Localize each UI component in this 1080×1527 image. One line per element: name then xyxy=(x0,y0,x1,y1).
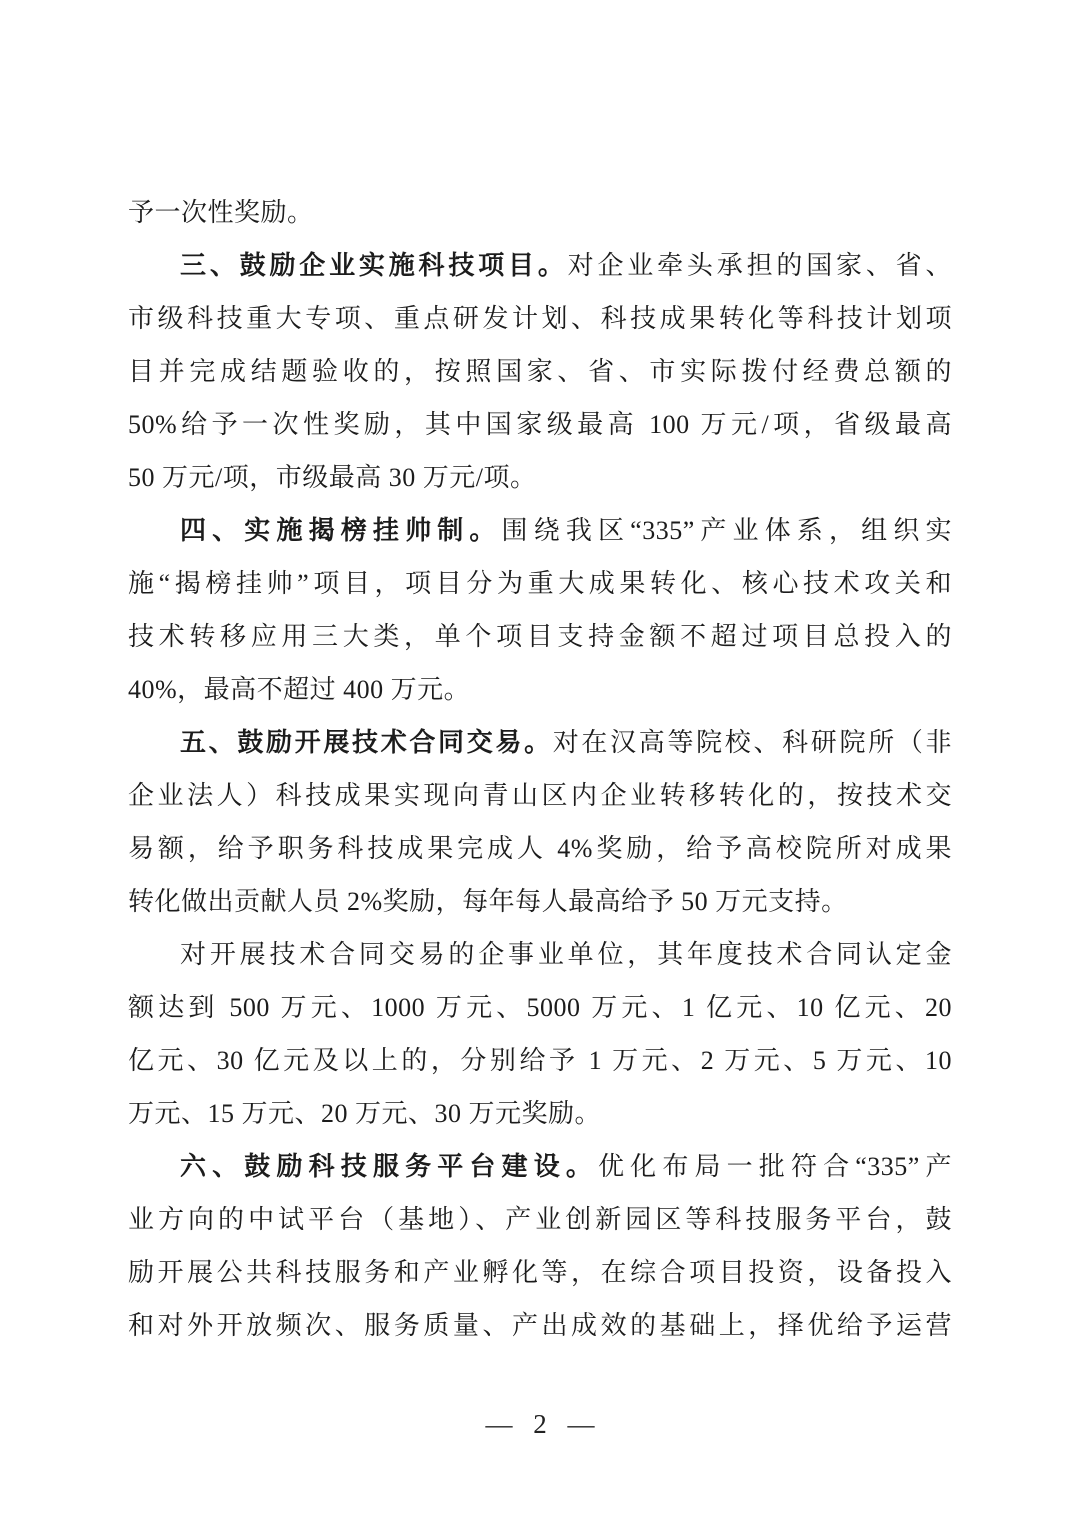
text-line xyxy=(128,1034,952,1087)
text-line xyxy=(128,398,952,451)
section-3-heading: 三、鼓励企业实施科技项目。 xyxy=(180,250,568,280)
line-text: 优化布局一批符合“335”产 xyxy=(598,1152,952,1181)
text-line xyxy=(128,928,952,981)
line-text: 和对外开放频次、服务质量、产出成效的基础上，择优给予运营 xyxy=(128,1311,952,1340)
text-line xyxy=(128,1140,952,1193)
line-text: 技术转移应用三大类，单个项目支持金额不超过项目总投入的 xyxy=(128,622,952,651)
document-body xyxy=(128,186,952,1352)
line-text: 予一次性奖励。 xyxy=(128,198,314,227)
section-5-heading: 五、鼓励开展技术合同交易。 xyxy=(180,727,553,757)
line-text: 业方向的中试平台（基地）、产业创新园区等科技服务平台，鼓 xyxy=(128,1205,952,1234)
text-line xyxy=(128,186,952,239)
line-text: 亿元、30 亿元及以上的，分别给予 1 万元、2 万元、5 万元、10 xyxy=(128,1046,952,1075)
text-line xyxy=(128,875,952,928)
text-line xyxy=(128,663,952,716)
line-text: 易额，给予职务科技成果完成人 4%奖励，给予高校院所对成果 xyxy=(128,834,952,863)
line-text: 额达到 500 万元、1000 万元、5000 万元、1 亿元、10 亿元、20 xyxy=(128,993,952,1022)
line-text: 40%，最高不超过 400 万元。 xyxy=(128,675,471,704)
text-line xyxy=(128,981,952,1034)
text-line xyxy=(128,1087,952,1140)
text-line xyxy=(128,557,952,610)
text-line xyxy=(128,345,952,398)
line-text: 企业法人）科技成果实现向青山区内企业转移转化的，按技术交 xyxy=(128,781,952,810)
line-text: 励开展公共科技服务和产业孵化等，在综合项目投资，设备投入 xyxy=(128,1258,952,1287)
line-text: 施“揭榜挂帅”项目，项目分为重大成果转化、核心技术攻关和 xyxy=(128,569,952,598)
text-line xyxy=(128,292,952,345)
text-line xyxy=(128,1299,952,1352)
section-6-heading: 六、鼓励科技服务平台建设。 xyxy=(180,1151,599,1181)
line-text: 市级科技重大专项、重点研发计划、科技成果转化等科技计划项 xyxy=(128,304,952,333)
text-line xyxy=(128,716,952,769)
text-line xyxy=(128,504,952,557)
text-line xyxy=(128,822,952,875)
text-line xyxy=(128,451,952,504)
line-text: 对在汉高等院校、科研院所（非 xyxy=(552,728,952,757)
line-text: 50 万元/项，市级最高 30 万元/项。 xyxy=(128,463,537,492)
text-line xyxy=(128,1193,952,1246)
line-text: 对企业牵头承担的国家、省、 xyxy=(567,251,952,280)
page-number: — 2 — xyxy=(485,1409,595,1439)
text-line xyxy=(128,239,952,292)
text-line xyxy=(128,610,952,663)
line-text: 万元、15 万元、20 万元、30 万元奖励。 xyxy=(128,1099,602,1128)
line-text: 转化做出贡献人员 2%奖励，每年每人最高给予 50 万元支持。 xyxy=(128,887,848,916)
line-text: 对开展技术合同交易的企事业单位，其年度技术合同认定金 xyxy=(180,940,952,969)
text-line xyxy=(128,769,952,822)
line-text: 目并完成结题验收的，按照国家、省、市实际拨付经费总额的 xyxy=(128,357,952,386)
line-text: 50%给予一次性奖励，其中国家级最高 100 万元/项，省级最高 xyxy=(128,410,952,439)
text-line xyxy=(128,1246,952,1299)
line-text: 围绕我区“335”产业体系，组织实 xyxy=(501,516,952,545)
section-4-heading: 四、实施揭榜挂帅制。 xyxy=(180,515,502,545)
